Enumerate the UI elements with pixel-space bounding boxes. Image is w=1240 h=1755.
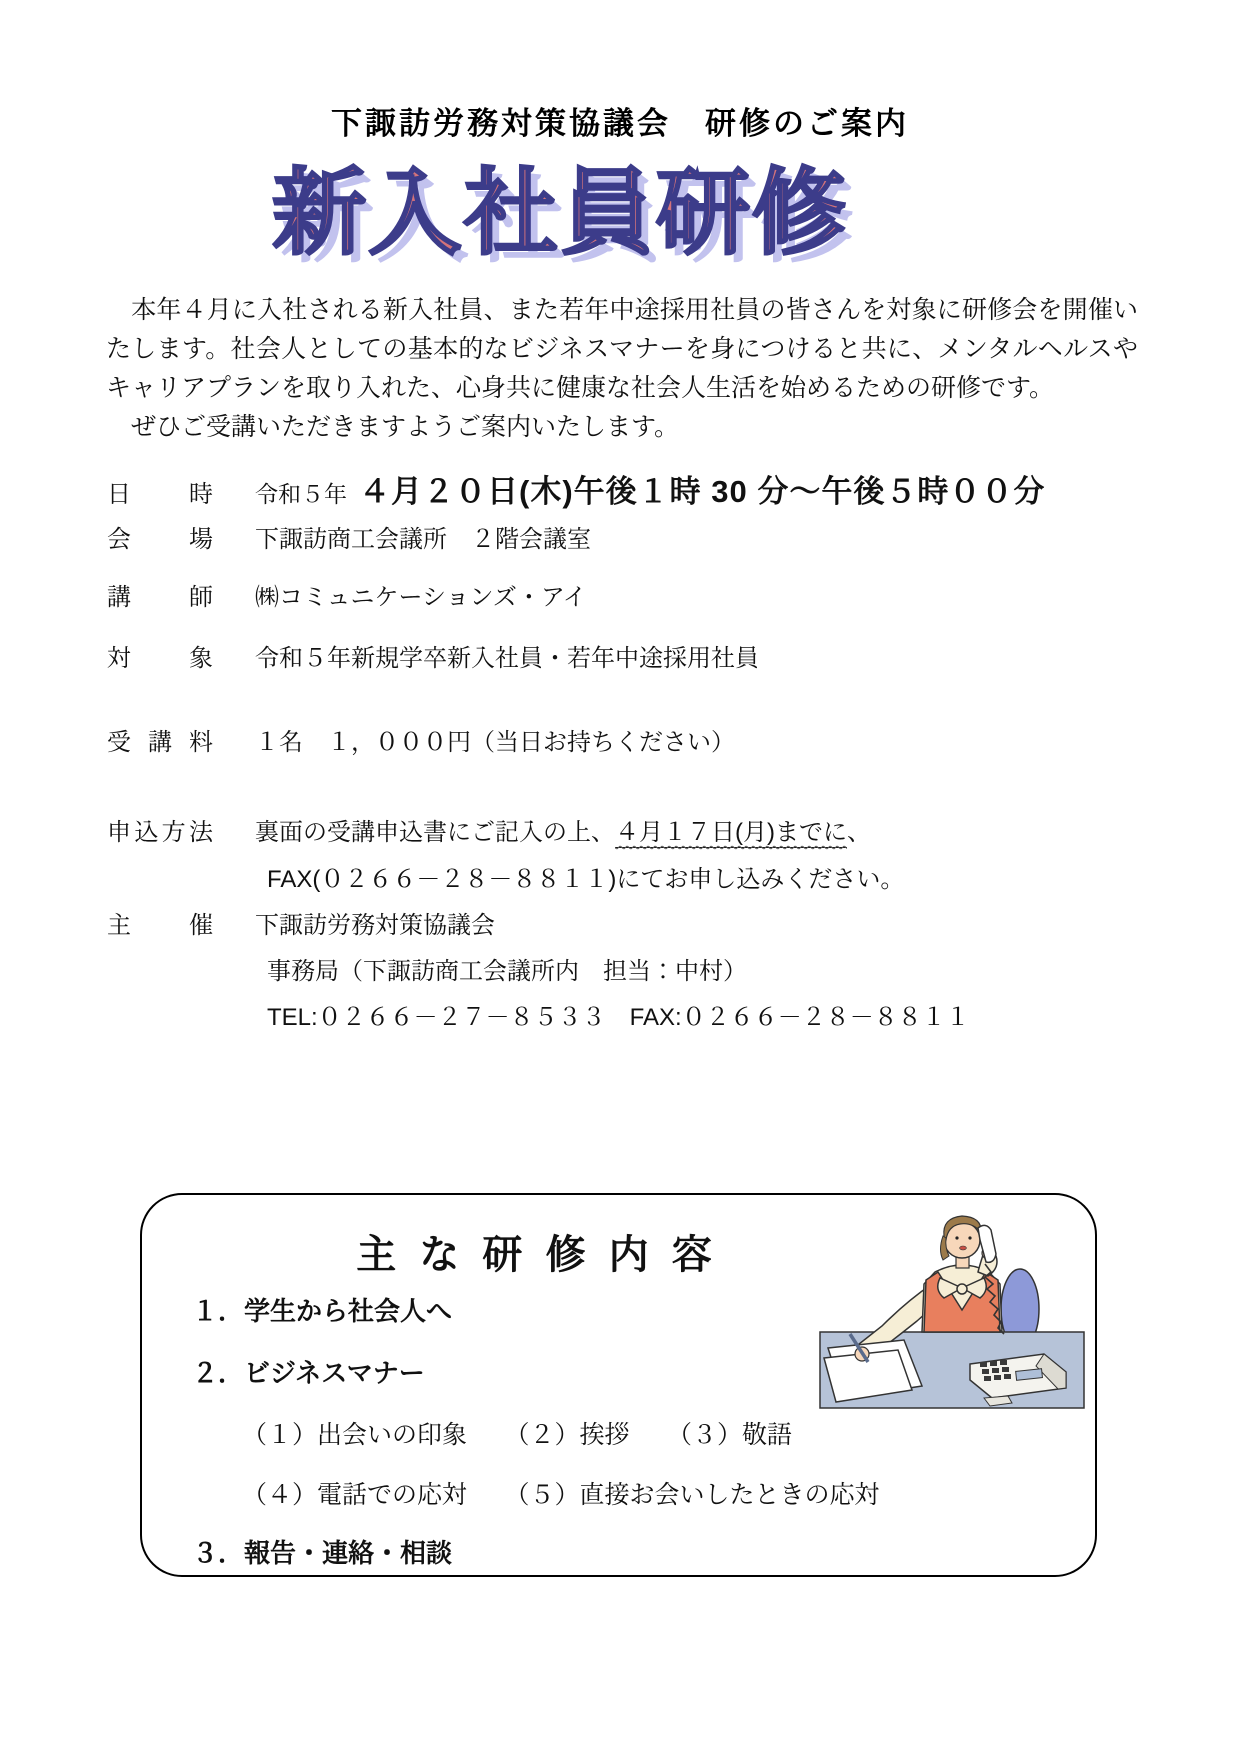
receptionist-phone-clipart — [812, 1206, 1094, 1414]
detail-row-organizer — [107, 905, 495, 940]
label-organizer: 主催 — [107, 912, 213, 939]
lecturer-value: ㈱コミュニケーションズ・アイ — [255, 584, 587, 611]
detail-row-lecturer — [107, 577, 587, 612]
organizer-line3: TEL:０２６６－２７－８５３３ FAX:０２６６－２８－８８１１ — [267, 1004, 970, 1031]
training-content-heading: 主 な 研 修 内 容 — [356, 1233, 718, 1277]
application-line1-suffix: 、 — [846, 819, 871, 846]
document-header: 下諏訪労務対策協議会 研修のご案内 — [331, 106, 909, 141]
organizer-line2: 事務局（下諏訪商工会議所内 担当：中村） — [267, 958, 747, 985]
detail-row-target — [107, 638, 759, 673]
training-subitems-row-2: （４）電話での応対 （５）直接お会いしたときの応対 — [242, 1481, 880, 1509]
fax-keypad — [980, 1360, 1011, 1381]
training-subitems-row-1: （１）出会いの印象 （２）挨拶 （３）敬語 — [242, 1421, 793, 1449]
venue-value: 下諏訪商工会議所 ２階会議室 — [255, 526, 591, 553]
intro-paragraphs — [106, 291, 1138, 447]
main-title-wordart: 新入社員研修 — [271, 160, 848, 265]
application-line1-prefix: 裏面の受講申込書にご記入の上、 — [255, 819, 615, 846]
phone-receiver-icon — [978, 1225, 996, 1262]
bow-knot — [957, 1284, 967, 1294]
label-target: 対象 — [107, 645, 213, 672]
training-item-2: ２．ビジネスマナー — [192, 1358, 425, 1388]
datetime-value: ４月２０日(木)午後１時 30 分～午後５時００分 — [359, 474, 1046, 509]
datetime-era: 令和５年 — [255, 481, 347, 507]
intro-paragraph-2: ぜひご受講いただきますようご案内いたします。 — [106, 413, 680, 441]
label-application: 申込方法 — [107, 819, 213, 846]
mouth-shape — [960, 1246, 967, 1250]
organizer-line1: 下諏訪労務対策協議会 — [255, 912, 495, 939]
eye-left — [955, 1236, 958, 1239]
intro-paragraph-1: 本年４月に入社される新入社員、また若年中途採用社員の皆さんを対象に研修会を開催いたします。社会人としての基本的なビジネスマナーを身につけると共に、メンタルヘルスやキャリアプランを取り入れた、心身共に健康な社会人生活を始めるための研修です。 — [106, 296, 1138, 402]
training-item-3: ３．報告・連絡・相談 — [192, 1538, 453, 1568]
label-fee: 受講料 — [107, 729, 213, 756]
detail-row-venue — [107, 519, 591, 554]
training-item-1: １．学生から社会人へ — [192, 1296, 453, 1326]
eye-right — [968, 1236, 971, 1239]
label-datetime: 日時 — [107, 481, 213, 508]
application-line1 — [255, 812, 871, 847]
target-value: 令和５年新規学卒新入社員・若年中途採用社員 — [255, 645, 759, 672]
fee-value: １名 １，０００円（当日お持ちください） — [255, 729, 735, 756]
label-venue: 会場 — [107, 526, 213, 553]
application-line2: FAX(０２６６－２８－８８１１)にてお申し込みください。 — [267, 866, 905, 893]
detail-row-datetime — [107, 466, 1045, 511]
detail-row-application — [107, 812, 871, 847]
application-deadline-underlined: ４月１７日(月)までに — [615, 819, 847, 846]
detail-row-fee — [107, 722, 735, 757]
label-lecturer: 講師 — [107, 584, 213, 611]
